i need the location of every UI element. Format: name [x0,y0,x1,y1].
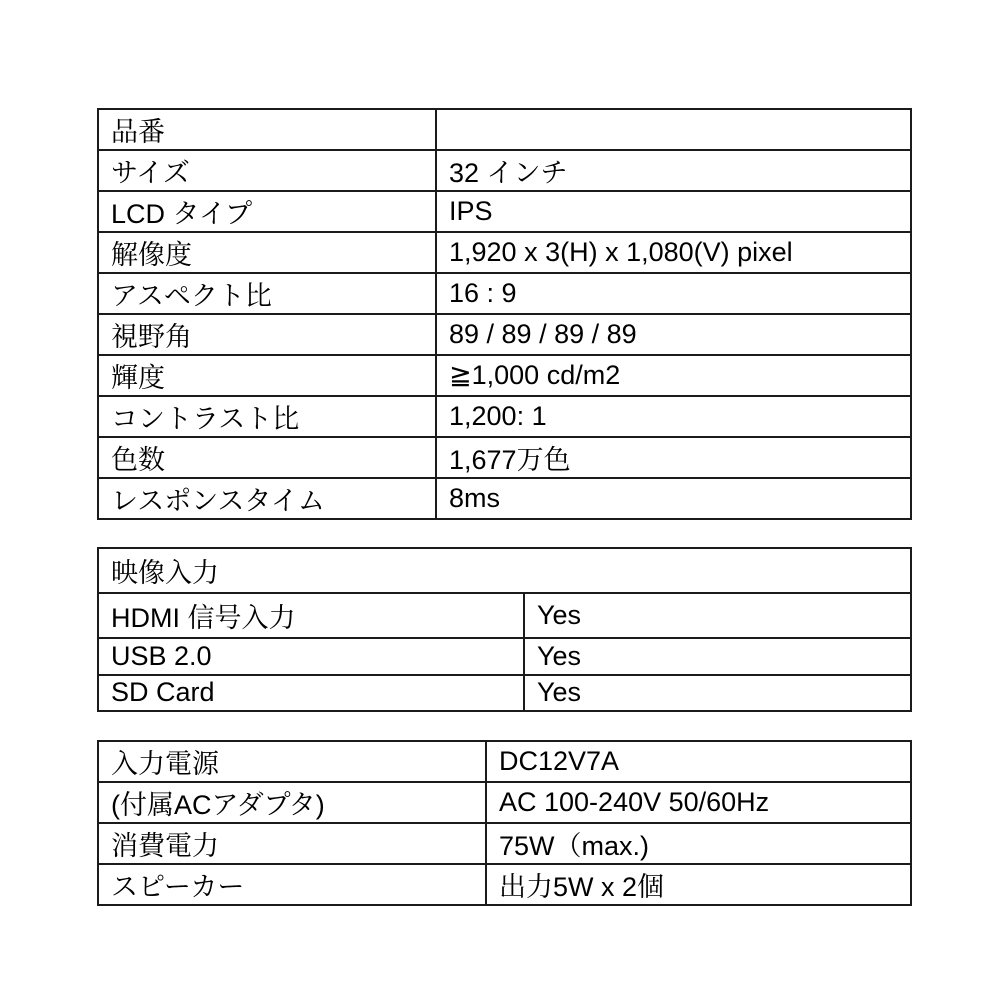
spec-value-input-power: DC12V7A [486,741,911,782]
spec-value-lcd-type: IPS [436,191,911,232]
table-row [98,150,911,191]
spec-label-size: サイズ [98,150,436,191]
spec-label-model-number: 品番 [98,109,436,150]
table-row [98,864,911,905]
table-header-row [98,548,911,593]
spec-label-aspect-ratio: アスペクト比 [98,273,436,314]
spec-label-ac-adapter: (付属ACアダプタ) [98,782,486,823]
spec-label-hdmi: HDMI 信号入力 [98,593,524,638]
table-row [98,355,911,396]
spec-value-response-time: 8ms [436,478,911,519]
spec-label-color-count: 色数 [98,437,436,478]
video-input-header: 映像入力 [98,548,911,593]
table-row [98,396,911,437]
spec-label-viewing-angle: 視野角 [98,314,436,355]
spec-label-response-time: レスポンスタイム [98,478,436,519]
table-row [98,437,911,478]
spec-value-model-number [436,109,911,150]
table-row [98,273,911,314]
spec-label-usb: USB 2.0 [98,638,524,674]
spec-label-contrast-ratio: コントラスト比 [98,396,436,437]
table-row [98,314,911,355]
table-row [98,232,911,273]
table-row [98,638,911,674]
display-spec-table [97,108,912,520]
spec-label-speaker: スピーカー [98,864,486,905]
table-row [98,823,911,864]
spec-value-hdmi: Yes [524,593,911,638]
table-row [98,478,911,519]
spec-value-ac-adapter: AC 100-240V 50/60Hz [486,782,911,823]
spec-label-input-power: 入力電源 [98,741,486,782]
table-row [98,109,911,150]
power-spec-table [97,740,912,906]
spec-value-brightness: ≧1,000 cd/m2 [436,355,911,396]
spec-value-speaker: 出力5W x 2個 [486,864,911,905]
spec-label-resolution: 解像度 [98,232,436,273]
table-row [98,191,911,232]
spec-value-color-count: 1,677万色 [436,437,911,478]
spec-label-lcd-type: LCD タイプ [98,191,436,232]
table-row [98,782,911,823]
video-input-table [97,547,912,712]
spec-value-viewing-angle: 89 / 89 / 89 / 89 [436,314,911,355]
spec-value-sd-card: Yes [524,675,911,711]
spec-label-sd-card: SD Card [98,675,524,711]
spec-value-usb: Yes [524,638,911,674]
spec-value-contrast-ratio: 1,200: 1 [436,396,911,437]
spec-label-power-consumption: 消費電力 [98,823,486,864]
table-row [98,593,911,638]
spec-value-size: 32 インチ [436,150,911,191]
table-row [98,675,911,711]
spec-value-resolution: 1,920 x 3(H) x 1,080(V) pixel [436,232,911,273]
spec-label-brightness: 輝度 [98,355,436,396]
spec-value-aspect-ratio: 16 : 9 [436,273,911,314]
table-row [98,741,911,782]
spec-value-power-consumption: 75W（max.) [486,823,911,864]
